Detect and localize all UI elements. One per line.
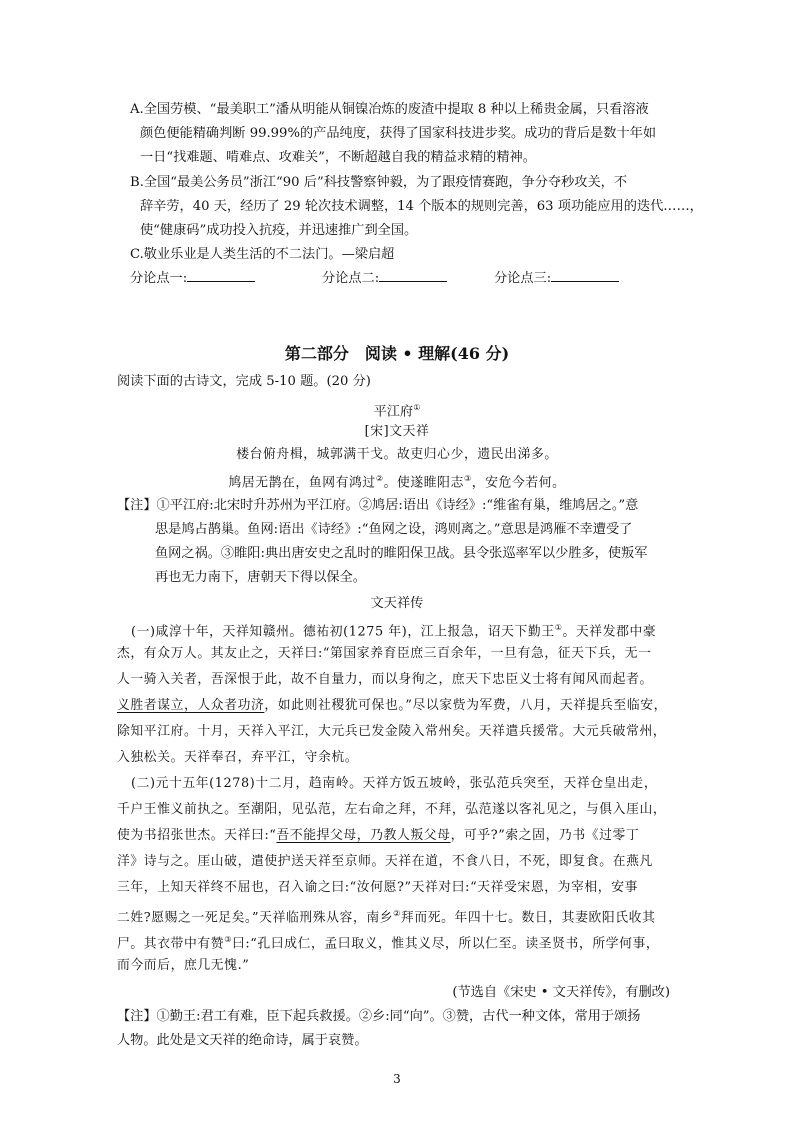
poem-title-footnote-mark: ①: [413, 403, 421, 412]
option-a-line-3: 一日“找难题、啃难点、攻难关”，不断超越自我的精益求精的精神。: [140, 150, 536, 165]
poem-note-line-3: 鱼网之祸。③睢阳:典出唐安史之乱时的睢阳保卫战。县令张巡率军以少胜多，使叛军: [155, 546, 648, 561]
prose-p1-line-4: [117, 693, 667, 719]
sub-point-1-label: 分论点一:: [130, 271, 188, 286]
poem-line-2-part-3: ，安危今若何。: [471, 475, 566, 491]
prose-p2-line-6-mark: ②: [393, 909, 401, 918]
prose-note-line-2: 人物。此处是文天祥的绝命诗，属于哀赞。: [117, 1033, 368, 1048]
prose-p2-line-3-part-2: ，可乎?”索之固，乃书《过零丁: [450, 828, 640, 843]
option-c: C.敬业乐业是人类生活的不二法门。—梁启超: [130, 247, 395, 262]
option-a-line-1: A.全国劳模、“最美职工”潘从明能从铜镍冶炼的废渣中提取 8 种以上稀贵金属，只看溶液: [130, 102, 649, 117]
prose-source: (节选自《宋史 • 文天祥传》，有删改): [452, 985, 670, 1000]
prose-p1-line-5: 除知平江府。十月，天祥入平江，大元兵已发金陵入常州矣。天祥遣兵援常。大元兵破常州，: [117, 724, 667, 739]
prose-p2-line-6-part-2: 拜而死。年四十七。数日，其妻欧阳氏收其: [400, 910, 656, 926]
poem-title-text: 平江府: [373, 404, 414, 420]
poem-author: [宋]文天祥: [364, 424, 430, 439]
sub-point-2-label: 分论点二:: [322, 271, 380, 286]
sub-point-3-blank[interactable]: [551, 267, 619, 282]
prose-p1-line-6: 入独松关。天祥奉召，弃平江，守余杭。: [117, 750, 359, 765]
poem-line-2: [0, 466, 794, 496]
prose-p2-line-3: [117, 823, 639, 849]
poem-note-line-4: 再也无力南下，唐朝天下得以保全。: [155, 570, 366, 585]
prose-p1-line-4-rest: ，如此则社稷犹可保也。”尽以家赀为军费，八月，天祥提兵至临安，: [264, 698, 668, 713]
sub-point-1: [130, 267, 255, 291]
sub-point-3: [494, 267, 619, 291]
prose-note-line-1: 【注】①勤王:君工有难，臣下起兵救援。②乡:同“向”。③赞，古代一种文体，常用于颂扬: [117, 1009, 641, 1024]
poem-line-2-part-2: 。使遂睢阳志: [383, 475, 464, 491]
option-b-line-2: 辞辛劳，40 天，经历了 29 轮次技术调整，14 个版本的规则完善，63 项功能应用的迭代……，: [140, 199, 703, 214]
prose-p2-line-8: 而今而后，庶几无愧.”: [117, 958, 250, 973]
prose-p1-line-1-part-1: (一)咸淳十年，天祥知赣州。德祐初(1275 年)，江上报急，诏天下勤王: [131, 624, 555, 640]
prose-p2-line-7-mark: ③: [224, 935, 232, 944]
option-a-line-2: 颜色便能精确判断 99.99%的产品纯度，获得了国家科技进步奖。成功的背后是数十年如: [140, 126, 657, 141]
prose-p1-underlined-sentence: 义胜者谋立，人众者功济: [117, 698, 265, 713]
sub-point-2: [322, 267, 447, 291]
sub-point-3-label: 分论点三:: [494, 271, 552, 286]
prose-p1-line-2: 杰，有众万人。其友止之，天祥曰:“第国家养育臣庶三百余年，一旦有急，征天下兵，无一: [117, 646, 652, 661]
prose-p2-line-5: 三年，上知天祥终不屈也，召入谕之曰:“汝何愿?”天祥对曰:“天祥受宋恩，为宰相，安事: [117, 880, 638, 895]
sub-point-1-blank[interactable]: [187, 267, 255, 282]
prose-p2-line-7-part-2: 曰:“孔曰成仁，孟曰取义，惟其义尽，所以仁至。读圣贤书，所学何事，: [231, 936, 660, 952]
poem-note-line-1: 【注】①平江府:北宋时升苏州为平江府。②鸠居:语出《诗经》:“维雀有巢，维鸠居之。”意: [117, 498, 639, 513]
section-title: 第二部分 阅读 • 理解(46 分): [284, 344, 510, 363]
page-number: 3: [393, 1072, 401, 1086]
prose-p2-line-6-part-1: 二姓?愿赐之一死足矣。”天祥临刑殊从容，南乡: [117, 910, 394, 926]
section-intro: 阅读下面的古诗文，完成 5-10 题。(20 分): [117, 374, 371, 389]
prose-title: 文天祥传: [370, 596, 424, 611]
prose-p2-line-4: 洋》诗与之。厓山破，遣使护送天祥至京师。天祥在道，不食八日，不死，即复食。在燕凡: [117, 854, 653, 869]
option-b-line-3: 使“健康码”成功投入抗疫，并迅速推广到全国。: [140, 223, 418, 238]
prose-p2-line-1: (二)元十五年(1278)十二月，趋南岭。天祥方饭五坡岭，张弘范兵突至，天祥仓皇出走，: [131, 776, 658, 791]
prose-p2-line-2: 千户王惟义前执之。至潮阳，见弘范，左右命之拜，不拜，弘范遂以客礼见之，与俱入厓山，: [117, 802, 667, 817]
prose-p1-line-3: 人一骑入关者，吾深恨于此，故不自量力，而以身徇之，庶天下忠臣义士将有闻风而起者。: [117, 672, 653, 687]
prose-p2-line-7-part-1: 尸。其衣带中有赞: [117, 936, 225, 952]
poem-note-line-2: 思是鸠占鹊巢。鱼网:语出《诗经》:“鱼网之设，鸿则离之。”意思是鸿雁不幸遭受了: [155, 522, 633, 537]
sub-point-2-blank[interactable]: [379, 267, 447, 282]
option-b-line-1: B.全国“最美公务员”浙江“90 后”科技警察钟毅，为了跟疫情赛跑，争分夺秒攻关，不: [130, 175, 628, 190]
poem-line-2-part-1: 鸠居无鹊在，鱼网有鸿过: [228, 475, 376, 491]
prose-p1-line-1-part-2: 。天祥发郡中豪: [562, 624, 657, 640]
poem-line-2-mark-1: ②: [375, 474, 384, 483]
poem-line-1: 楼台俯舟楫，城郭满干戈。故吏归心少，遗民出涕多。: [236, 447, 558, 462]
prose-p1-line-1-mark: ①: [554, 623, 563, 632]
prose-p2-line-3-part-1: 使为书招张世杰。天祥曰:“: [117, 828, 277, 843]
poem-line-2-mark-2: ③: [463, 474, 472, 483]
prose-p2-underlined-sentence: 吾不能捍父母，乃教人叛父母: [276, 828, 451, 843]
